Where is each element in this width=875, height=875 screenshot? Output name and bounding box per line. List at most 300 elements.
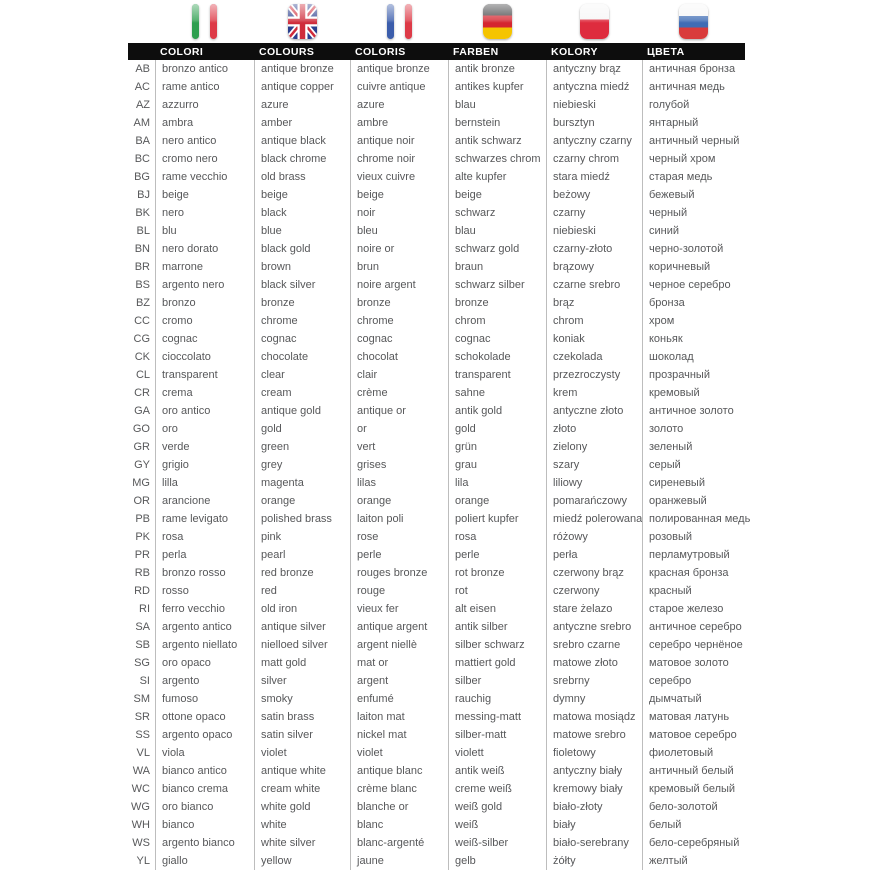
header-farben: FARBEN <box>453 45 499 58</box>
color-name-english: white silver <box>254 834 350 852</box>
color-code: BJ <box>137 189 150 201</box>
color-name-italian: blu <box>155 222 254 240</box>
color-name-polish: antyczny brąz <box>546 60 642 78</box>
color-name-english: black <box>254 204 350 222</box>
color-name-russian: зеленый <box>642 438 752 456</box>
table-row <box>128 474 768 492</box>
color-name-polish: czarny <box>546 204 642 222</box>
color-name-italian: grigio <box>155 456 254 474</box>
color-name-french: bleu <box>350 222 448 240</box>
color-name-english: white <box>254 816 350 834</box>
color-code: BN <box>134 243 150 255</box>
color-code: CC <box>134 315 150 327</box>
color-name-english: antique white <box>254 762 350 780</box>
color-name-english: antique copper <box>254 78 350 96</box>
color-name-polish: złoto <box>546 420 642 438</box>
color-name-italian: verde <box>155 438 254 456</box>
color-name-german: beige <box>448 186 546 204</box>
color-name-polish: biało-serebrany <box>546 834 642 852</box>
color-name-german: transparent <box>448 366 546 384</box>
color-name-english: azure <box>254 96 350 114</box>
table-row <box>128 114 768 132</box>
color-name-french: vert <box>350 438 448 456</box>
color-name-italian: nero dorato <box>155 240 254 258</box>
multilingual-color-table <box>128 4 768 870</box>
color-name-english: smoky <box>254 690 350 708</box>
color-name-russian: античный белый <box>642 762 752 780</box>
color-name-russian: серый <box>642 456 752 474</box>
table-row <box>128 654 768 672</box>
color-name-russian: синий <box>642 222 752 240</box>
color-name-polish: matowe srebro <box>546 726 642 744</box>
germany-flag-icon <box>483 4 512 39</box>
color-name-german: bronze <box>448 294 546 312</box>
color-name-russian: черно-золотой <box>642 240 752 258</box>
color-name-polish: zielony <box>546 438 642 456</box>
color-name-french: argent niellè <box>350 636 448 654</box>
table-row <box>128 636 768 654</box>
color-name-french: beige <box>350 186 448 204</box>
color-name-italian: rame vecchio <box>155 168 254 186</box>
color-name-polish: matowa mosiądz <box>546 708 642 726</box>
color-name-russian: античная бронза <box>642 60 752 78</box>
color-name-german: chrom <box>448 312 546 330</box>
color-name-english: gold <box>254 420 350 438</box>
color-name-italian: bronzo antico <box>155 60 254 78</box>
italy-flag-icon <box>192 4 217 39</box>
header-coloris: COLORIS <box>355 45 406 58</box>
color-name-german: alt eisen <box>448 600 546 618</box>
color-name-french: crème blanc <box>350 780 448 798</box>
color-name-polish: kremowy biały <box>546 780 642 798</box>
color-name-polish: szary <box>546 456 642 474</box>
france-flag-icon <box>387 4 412 39</box>
color-code: WS <box>132 837 150 849</box>
table-row <box>128 582 768 600</box>
color-name-german: rot <box>448 582 546 600</box>
color-name-italian: bronzo <box>155 294 254 312</box>
color-name-polish: biało-złoty <box>546 798 642 816</box>
color-name-italian: argento antico <box>155 618 254 636</box>
color-name-italian: argento niellato <box>155 636 254 654</box>
color-name-polish: stara miedź <box>546 168 642 186</box>
color-name-polish: czarny chrom <box>546 150 642 168</box>
color-name-german: schwarz gold <box>448 240 546 258</box>
color-name-english: pearl <box>254 546 350 564</box>
color-name-french: orange <box>350 492 448 510</box>
color-name-french: antique argent <box>350 618 448 636</box>
table-row <box>128 438 768 456</box>
table-row <box>128 276 768 294</box>
color-name-german: schwarz silber <box>448 276 546 294</box>
color-name-french: antique noir <box>350 132 448 150</box>
color-name-french: rouges bronze <box>350 564 448 582</box>
color-name-polish: niebieski <box>546 222 642 240</box>
color-name-german: gelb <box>448 852 546 870</box>
table-row <box>128 96 768 114</box>
table-row <box>128 366 768 384</box>
table-row <box>128 78 768 96</box>
color-name-italian: cognac <box>155 330 254 348</box>
color-name-english: magenta <box>254 474 350 492</box>
uk-flag-icon <box>288 4 317 39</box>
table-row <box>128 240 768 258</box>
flags-row <box>155 4 768 43</box>
flag-cell-french <box>350 4 448 39</box>
color-name-polish: antyczny biały <box>546 762 642 780</box>
color-code: WC <box>131 783 150 795</box>
color-name-russian: матовое серебро <box>642 726 752 744</box>
color-code: BA <box>135 135 150 147</box>
color-code: AM <box>133 117 150 129</box>
color-name-italian: argento opaco <box>155 726 254 744</box>
color-code: WG <box>131 801 150 813</box>
color-name-italian: cioccolato <box>155 348 254 366</box>
color-name-polish: liliowy <box>546 474 642 492</box>
color-name-russian: кремовый <box>642 384 752 402</box>
color-code: SA <box>135 621 150 633</box>
color-name-french: perle <box>350 546 448 564</box>
color-name-russian: матовое золото <box>642 654 752 672</box>
color-name-russian: черное серебро <box>642 276 752 294</box>
color-name-italian: oro opaco <box>155 654 254 672</box>
color-name-french: crème <box>350 384 448 402</box>
color-code: RD <box>134 585 150 597</box>
color-name-polish: matowe złoto <box>546 654 642 672</box>
color-name-english: antique gold <box>254 402 350 420</box>
color-name-russian: фиолетовый <box>642 744 752 762</box>
header-kolory: KOLORY <box>551 45 598 58</box>
table-row <box>128 60 768 78</box>
color-name-italian: lilla <box>155 474 254 492</box>
color-name-polish: antyczne srebro <box>546 618 642 636</box>
color-name-english: chocolate <box>254 348 350 366</box>
color-name-italian: rame levigato <box>155 510 254 528</box>
color-code: CG <box>133 333 150 345</box>
color-code: SR <box>134 711 150 723</box>
color-name-english: polished brass <box>254 510 350 528</box>
color-name-french: grises <box>350 456 448 474</box>
color-name-italian: bianco <box>155 816 254 834</box>
color-name-german: silber-matt <box>448 726 546 744</box>
color-name-english: brown <box>254 258 350 276</box>
color-code: AB <box>135 63 150 75</box>
table-row <box>128 618 768 636</box>
color-name-french: antique blanc <box>350 762 448 780</box>
table-row <box>128 744 768 762</box>
color-name-russian: бронза <box>642 294 752 312</box>
color-name-italian: nero antico <box>155 132 254 150</box>
color-name-russian: античная медь <box>642 78 752 96</box>
color-name-german: rot bronze <box>448 564 546 582</box>
table-row <box>128 546 768 564</box>
color-name-french: vieux fer <box>350 600 448 618</box>
color-name-german: orange <box>448 492 546 510</box>
color-name-german: cognac <box>448 330 546 348</box>
color-code: BS <box>135 279 150 291</box>
color-name-french: brun <box>350 258 448 276</box>
color-name-german: lila <box>448 474 546 492</box>
color-name-italian: viola <box>155 744 254 762</box>
color-name-french: or <box>350 420 448 438</box>
color-code: GA <box>134 405 150 417</box>
color-name-russian: красная бронза <box>642 564 752 582</box>
color-name-russian: голубой <box>642 96 752 114</box>
color-name-russian: старое железо <box>642 600 752 618</box>
color-name-italian: oro <box>155 420 254 438</box>
color-name-russian: перламутровый <box>642 546 752 564</box>
color-name-french: argent <box>350 672 448 690</box>
color-code: PK <box>135 531 150 543</box>
color-name-polish: srebrny <box>546 672 642 690</box>
color-name-italian: argento <box>155 672 254 690</box>
italy-flag-red-stripe <box>210 4 217 39</box>
color-name-polish: beżowy <box>546 186 642 204</box>
color-name-russian: шоколад <box>642 348 752 366</box>
color-name-english: beige <box>254 186 350 204</box>
color-code: GR <box>133 441 150 453</box>
color-name-polish: koniak <box>546 330 642 348</box>
color-name-polish: bursztyn <box>546 114 642 132</box>
color-name-italian: cromo nero <box>155 150 254 168</box>
color-name-russian: красный <box>642 582 752 600</box>
color-name-polish: czerwony <box>546 582 642 600</box>
color-name-english: silver <box>254 672 350 690</box>
color-name-english: antique black <box>254 132 350 150</box>
color-code: GO <box>132 423 150 435</box>
color-code: BK <box>135 207 150 219</box>
color-name-english: chrome <box>254 312 350 330</box>
table-row <box>128 348 768 366</box>
color-code: PR <box>134 549 150 561</box>
table-row <box>128 492 768 510</box>
color-name-french: laiton mat <box>350 708 448 726</box>
color-code: BG <box>134 171 150 183</box>
table-row <box>128 402 768 420</box>
table-row <box>128 834 768 852</box>
color-name-german: antik weiß <box>448 762 546 780</box>
color-name-italian: marrone <box>155 258 254 276</box>
color-name-russian: бело-серебряный <box>642 834 752 852</box>
color-code: CL <box>135 369 150 381</box>
color-name-german: schwarz <box>448 204 546 222</box>
color-name-russian: бело-золотой <box>642 798 752 816</box>
france-flag-white-stripe <box>396 4 403 39</box>
color-name-german: weiß-silber <box>448 834 546 852</box>
color-name-german: schwarzes chrom <box>448 150 546 168</box>
header-colori: COLORI <box>160 45 204 58</box>
table-row <box>128 690 768 708</box>
color-name-english: blue <box>254 222 350 240</box>
color-name-german: mattiert gold <box>448 654 546 672</box>
color-name-french: rouge <box>350 582 448 600</box>
table-row <box>128 528 768 546</box>
color-name-polish: srebro czarne <box>546 636 642 654</box>
color-name-french: mat or <box>350 654 448 672</box>
color-name-polish: antyczna miedź <box>546 78 642 96</box>
color-name-italian: bianco crema <box>155 780 254 798</box>
table-body <box>128 60 768 870</box>
france-flag-blue-stripe <box>387 4 394 39</box>
color-name-german: gold <box>448 420 546 438</box>
color-name-german: antik gold <box>448 402 546 420</box>
color-name-russian: коньяк <box>642 330 752 348</box>
color-name-english: cream <box>254 384 350 402</box>
table-row <box>128 798 768 816</box>
color-name-italian: ottone opaco <box>155 708 254 726</box>
color-name-russian: черный <box>642 204 752 222</box>
color-name-english: nielloed silver <box>254 636 350 654</box>
color-name-english: red bronze <box>254 564 350 582</box>
color-name-german: poliert kupfer <box>448 510 546 528</box>
color-name-italian: ambra <box>155 114 254 132</box>
italy-flag-green-stripe <box>192 4 199 39</box>
color-name-polish: perła <box>546 546 642 564</box>
color-name-french: violet <box>350 744 448 762</box>
color-name-russian: серебро <box>642 672 752 690</box>
color-code: RI <box>139 603 150 615</box>
color-name-english: satin silver <box>254 726 350 744</box>
color-name-italian: azzurro <box>155 96 254 114</box>
color-name-polish: żółty <box>546 852 642 870</box>
color-name-french: azure <box>350 96 448 114</box>
color-name-italian: rame antico <box>155 78 254 96</box>
color-name-french: lilas <box>350 474 448 492</box>
table-row <box>128 456 768 474</box>
table-row <box>128 384 768 402</box>
color-code: SI <box>139 675 150 687</box>
table-row <box>128 780 768 798</box>
table-row <box>128 294 768 312</box>
color-name-russian: античный черный <box>642 132 752 150</box>
flag-cell-russian <box>642 4 745 39</box>
color-name-italian: rosso <box>155 582 254 600</box>
color-code: PB <box>135 513 150 525</box>
table-row <box>128 600 768 618</box>
color-name-russian: розовый <box>642 528 752 546</box>
color-name-russian: античное золото <box>642 402 752 420</box>
color-name-italian: bianco antico <box>155 762 254 780</box>
color-name-french: enfumé <box>350 690 448 708</box>
color-name-german: alte kupfer <box>448 168 546 186</box>
color-name-english: clear <box>254 366 350 384</box>
color-name-german: sahne <box>448 384 546 402</box>
color-name-english: cream white <box>254 780 350 798</box>
color-code: YL <box>136 855 150 867</box>
color-name-italian: giallo <box>155 852 254 870</box>
table-row <box>128 816 768 834</box>
color-name-german: silber <box>448 672 546 690</box>
color-name-russian: сиреневый <box>642 474 752 492</box>
color-name-french: cognac <box>350 330 448 348</box>
flag-cell-polish <box>546 4 642 39</box>
color-code: SM <box>133 693 150 705</box>
color-name-polish: czerwony brąz <box>546 564 642 582</box>
color-code: AC <box>134 81 150 93</box>
color-code: CK <box>134 351 150 363</box>
color-name-russian: хром <box>642 312 752 330</box>
color-name-russian: матовая латунь <box>642 708 752 726</box>
italy-flag-white-stripe <box>201 4 208 39</box>
color-name-french: blanc <box>350 816 448 834</box>
color-name-french: clair <box>350 366 448 384</box>
table-row <box>128 186 768 204</box>
table-row <box>128 132 768 150</box>
color-code: WA <box>132 765 150 777</box>
table-row <box>128 708 768 726</box>
color-code: RB <box>134 567 150 579</box>
table-row <box>128 222 768 240</box>
color-name-russian: янтарный <box>642 114 752 132</box>
color-name-russian: оранжевый <box>642 492 752 510</box>
color-name-french: bronze <box>350 294 448 312</box>
color-name-german: weiß <box>448 816 546 834</box>
color-name-italian: argento bianco <box>155 834 254 852</box>
color-name-polish: antyczne złoto <box>546 402 642 420</box>
flag-cell-german <box>448 4 546 39</box>
color-name-italian: arancione <box>155 492 254 510</box>
color-name-polish: czarny-złoto <box>546 240 642 258</box>
header-colours: COLOURS <box>259 45 315 58</box>
color-name-italian: transparent <box>155 366 254 384</box>
color-name-polish: krem <box>546 384 642 402</box>
color-code: BL <box>136 225 150 237</box>
color-name-english: orange <box>254 492 350 510</box>
color-code: MG <box>132 477 150 489</box>
color-name-german: silber schwarz <box>448 636 546 654</box>
color-name-polish: czarne srebro <box>546 276 642 294</box>
russia-flag-icon <box>679 4 708 39</box>
flag-cell-italian <box>155 4 254 39</box>
color-name-english: black chrome <box>254 150 350 168</box>
color-name-french: jaune <box>350 852 448 870</box>
color-name-english: red <box>254 582 350 600</box>
color-name-french: chrome noir <box>350 150 448 168</box>
color-name-english: old brass <box>254 168 350 186</box>
color-name-polish: przezroczysty <box>546 366 642 384</box>
table-row <box>128 168 768 186</box>
table-header <box>128 43 745 60</box>
color-name-english: satin brass <box>254 708 350 726</box>
color-name-english: antique bronze <box>254 60 350 78</box>
color-name-english: antique silver <box>254 618 350 636</box>
color-name-french: noir <box>350 204 448 222</box>
color-name-english: black gold <box>254 240 350 258</box>
color-name-english: grey <box>254 456 350 474</box>
table-row <box>128 726 768 744</box>
color-name-german: grün <box>448 438 546 456</box>
color-name-german: weiß gold <box>448 798 546 816</box>
color-code: AZ <box>135 99 150 111</box>
color-name-french: blanche or <box>350 798 448 816</box>
color-name-russian: прозрачный <box>642 366 752 384</box>
color-name-russian: серебро чернёное <box>642 636 752 654</box>
color-name-polish: brąz <box>546 294 642 312</box>
color-name-english: matt gold <box>254 654 350 672</box>
table-row <box>128 150 768 168</box>
flag-cell-english <box>254 4 350 39</box>
color-name-italian: oro bianco <box>155 798 254 816</box>
color-code: VL <box>136 747 150 759</box>
table-row <box>128 420 768 438</box>
color-name-german: antik bronze <box>448 60 546 78</box>
color-name-russian: античное серебро <box>642 618 752 636</box>
color-name-english: green <box>254 438 350 456</box>
color-name-english: white gold <box>254 798 350 816</box>
france-flag-red-stripe <box>405 4 412 39</box>
poland-flag-icon <box>580 4 609 39</box>
color-name-english: old iron <box>254 600 350 618</box>
